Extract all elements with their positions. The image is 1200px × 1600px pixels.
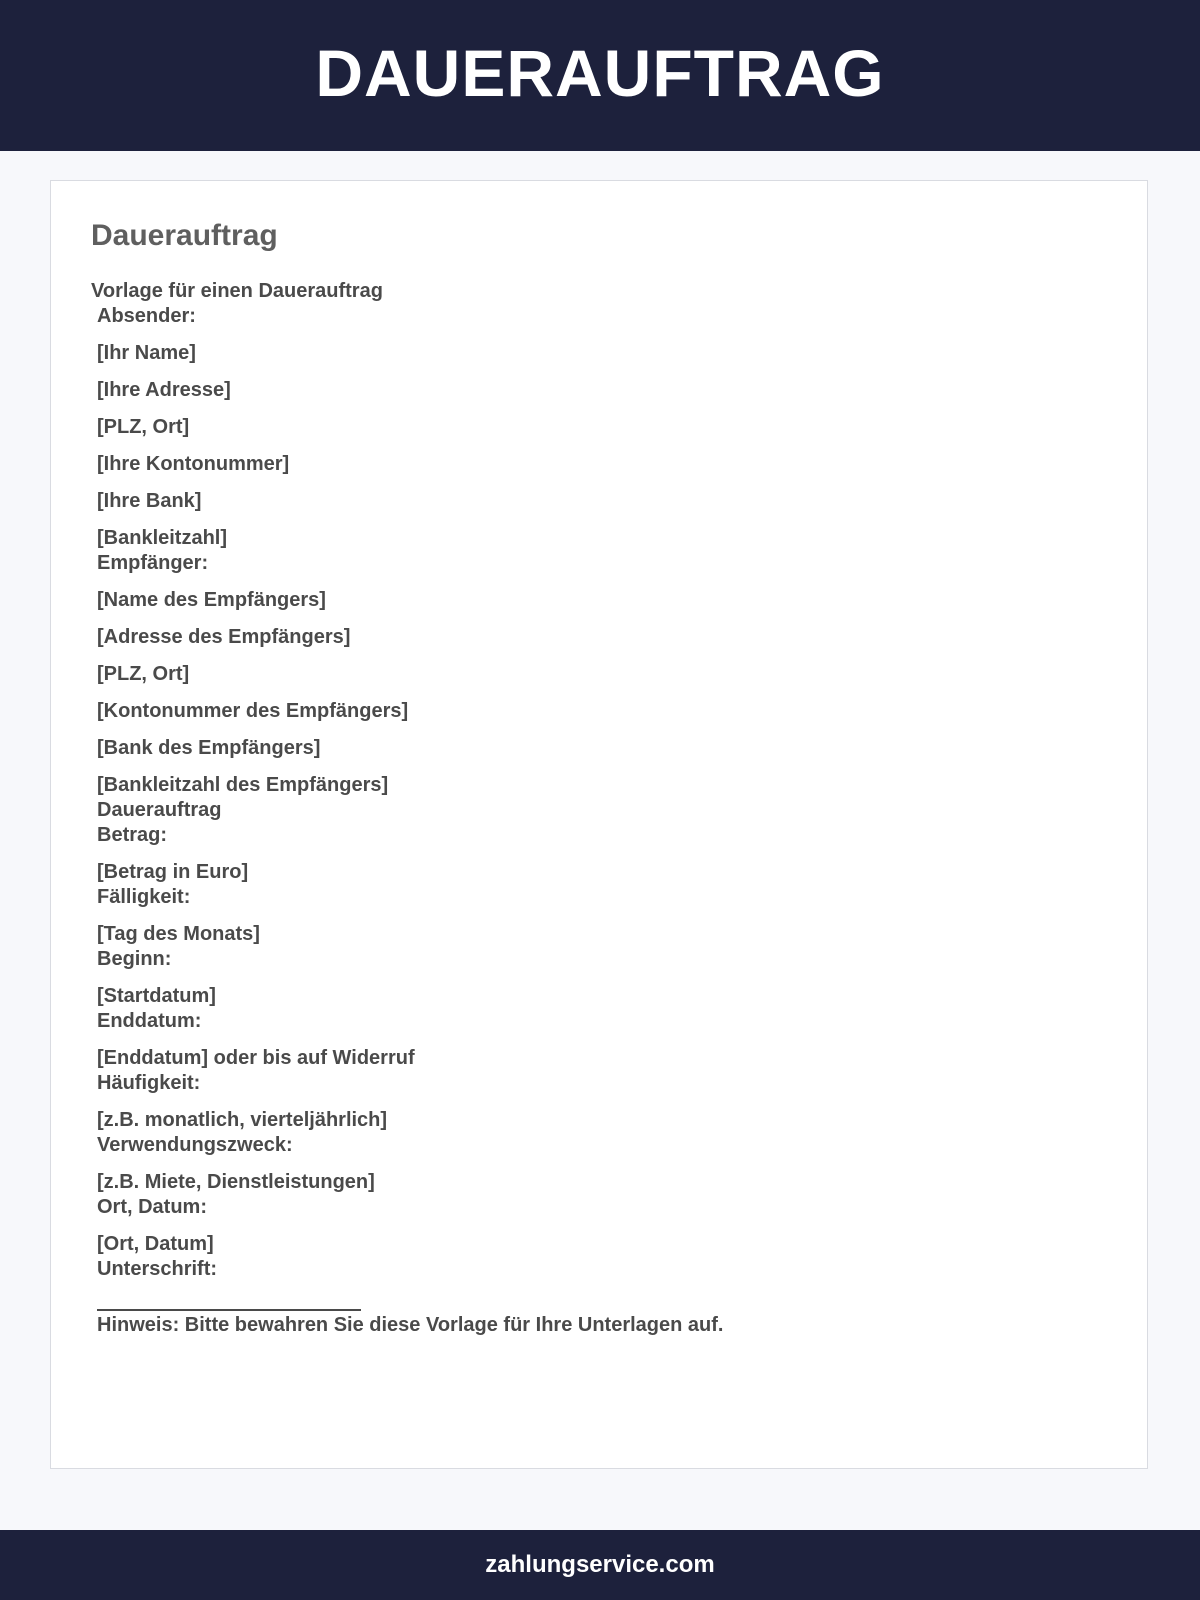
place-date-value: [Ort, Datum] bbox=[97, 1233, 214, 1255]
due-label: Fälligkeit: bbox=[97, 886, 191, 908]
document-body bbox=[91, 279, 723, 1338]
sender-address: [Ihre Adresse] bbox=[97, 379, 231, 401]
sender-section bbox=[97, 304, 723, 551]
order-section bbox=[97, 798, 723, 1282]
signature-line bbox=[97, 1309, 361, 1311]
banner-title: DAUERAUFTRAG bbox=[315, 35, 885, 110]
purpose-label: Verwendungszweck: bbox=[97, 1134, 293, 1156]
recipient-label: Empfänger: bbox=[97, 552, 209, 574]
end-value: [Enddatum] oder bis auf Widerruf bbox=[97, 1047, 415, 1069]
frequency-label: Häufigkeit: bbox=[97, 1072, 201, 1094]
header-banner bbox=[0, 0, 1200, 151]
recipient-address: [Adresse des Empfängers] bbox=[97, 626, 351, 648]
start-label: Beginn: bbox=[97, 948, 172, 970]
document-intro: Vorlage für einen Dauerauftrag bbox=[91, 280, 383, 302]
place-date-label: Ort, Datum: bbox=[97, 1196, 207, 1218]
amount-value: [Betrag in Euro] bbox=[97, 861, 249, 883]
recipient-zip-city: [PLZ, Ort] bbox=[97, 663, 190, 685]
footer-bar bbox=[0, 1530, 1200, 1600]
start-value: [Startdatum] bbox=[97, 985, 216, 1007]
document-title: Dauerauftrag bbox=[91, 219, 278, 252]
due-value: [Tag des Monats] bbox=[97, 923, 260, 945]
sender-account-number: [Ihre Kontonummer] bbox=[97, 453, 290, 475]
document-card bbox=[50, 180, 1148, 1469]
end-label: Enddatum: bbox=[97, 1010, 202, 1032]
footer-domain: zahlungservice.com bbox=[485, 1551, 715, 1578]
purpose-value: [z.B. Miete, Dienstleistungen] bbox=[97, 1171, 375, 1193]
recipient-bank: [Bank des Empfängers] bbox=[97, 737, 321, 759]
signature-label: Unterschrift: bbox=[97, 1258, 218, 1280]
recipient-bank-code: [Bankleitzahl des Empfängers] bbox=[97, 774, 389, 796]
recipient-account-number: [Kontonummer des Empfängers] bbox=[97, 700, 409, 722]
order-heading: Dauerauftrag bbox=[97, 799, 222, 821]
sender-zip-city: [PLZ, Ort] bbox=[97, 416, 190, 438]
recipient-name: [Name des Empfängers] bbox=[97, 589, 326, 611]
sender-bank-code: [Bankleitzahl] bbox=[97, 527, 228, 549]
sender-label: Absender: bbox=[97, 305, 196, 327]
frequency-value: [z.B. monatlich, vierteljährlich] bbox=[97, 1109, 388, 1131]
amount-label: Betrag: bbox=[97, 824, 168, 846]
recipient-section bbox=[97, 551, 723, 798]
sender-name: [Ihr Name] bbox=[97, 342, 196, 364]
sender-bank: [Ihre Bank] bbox=[97, 490, 202, 512]
note-text: Hinweis: Bitte bewahren Sie diese Vorlage für Ihre Unterlagen auf. bbox=[97, 1314, 724, 1336]
